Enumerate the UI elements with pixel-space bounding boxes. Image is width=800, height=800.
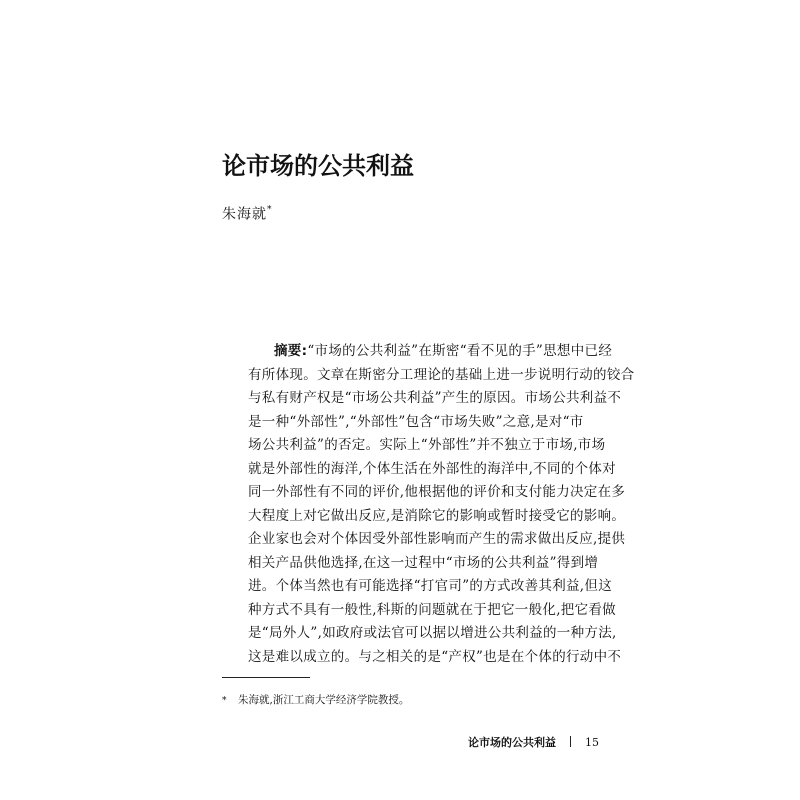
abstract-line: 是一种“外部性”,“外部性”包含“市场失败”之意,是对“市 [248,413,584,430]
abstract-line: 是“局外人”,如政府或法官可以据以增进公共利益的一种方法, [248,625,617,641]
author-name: 朱海就 [222,206,267,223]
abstract-line: 这是难以成立的。与之相关的是“产权”也是在个体的行动中不 [248,648,622,665]
abstract-label: 摘要 [274,343,302,359]
article-title: 论市场的公共利益 [222,152,414,180]
abstract-line: 进。个体当然也有可能选择“打官司”的方式改善其利益,但这 [248,578,612,594]
abstract-paragraph [248,340,635,669]
abstract-line: 就是外部性的海洋,个体生活在外部性的海洋中,不同的个体对 [248,460,616,477]
footnote-divider [222,677,310,678]
abstract-label-colon: : [301,343,308,359]
author-line [222,200,273,226]
abstract-line: 大程度上对它做出反应,是消除它的影响或暂时接受它的影响。 [248,507,626,524]
abstract-line: 相关产品供他选择,在这一过程中“市场的公共利益”得到增 [248,554,599,571]
running-footer [468,735,599,751]
author-footnote-mark: * [267,205,273,215]
abstract-line: 同一外部性有不同的评价,他根据他的评价和支付能力决定在多 [248,484,626,500]
page-number: 15 [585,736,599,749]
footnote-mark: * [222,696,227,706]
abstract-line: 场公共利益”的否定。实际上“外部性”并不独立于市场,市场 [248,437,606,453]
footnote [222,692,409,709]
abstract-line: 有所体现。文章在斯密分工理论的基础上进一步说明行动的铰合 [248,366,635,383]
abstract-line [248,340,613,364]
abstract-line-text: “市场的公共利益”在斯密“看不见的手”思想中已经 [307,343,613,359]
abstract-line: 种方式不具有一般性,科斯的问题就在于把它一般化,把它看做 [248,601,616,618]
running-title: 论市场的公共利益 [468,736,556,749]
abstract-line: 与私有财产权是“市场公共利益”产生的原因。市场公共利益不 [248,390,622,406]
footer-separator [570,736,571,747]
footnote-text: 朱海就,浙江工商大学经济学院教授。 [238,694,410,706]
abstract-line: 企业家也会对个体因受外部性影响而产生的需求做出反应,提供 [248,531,626,547]
